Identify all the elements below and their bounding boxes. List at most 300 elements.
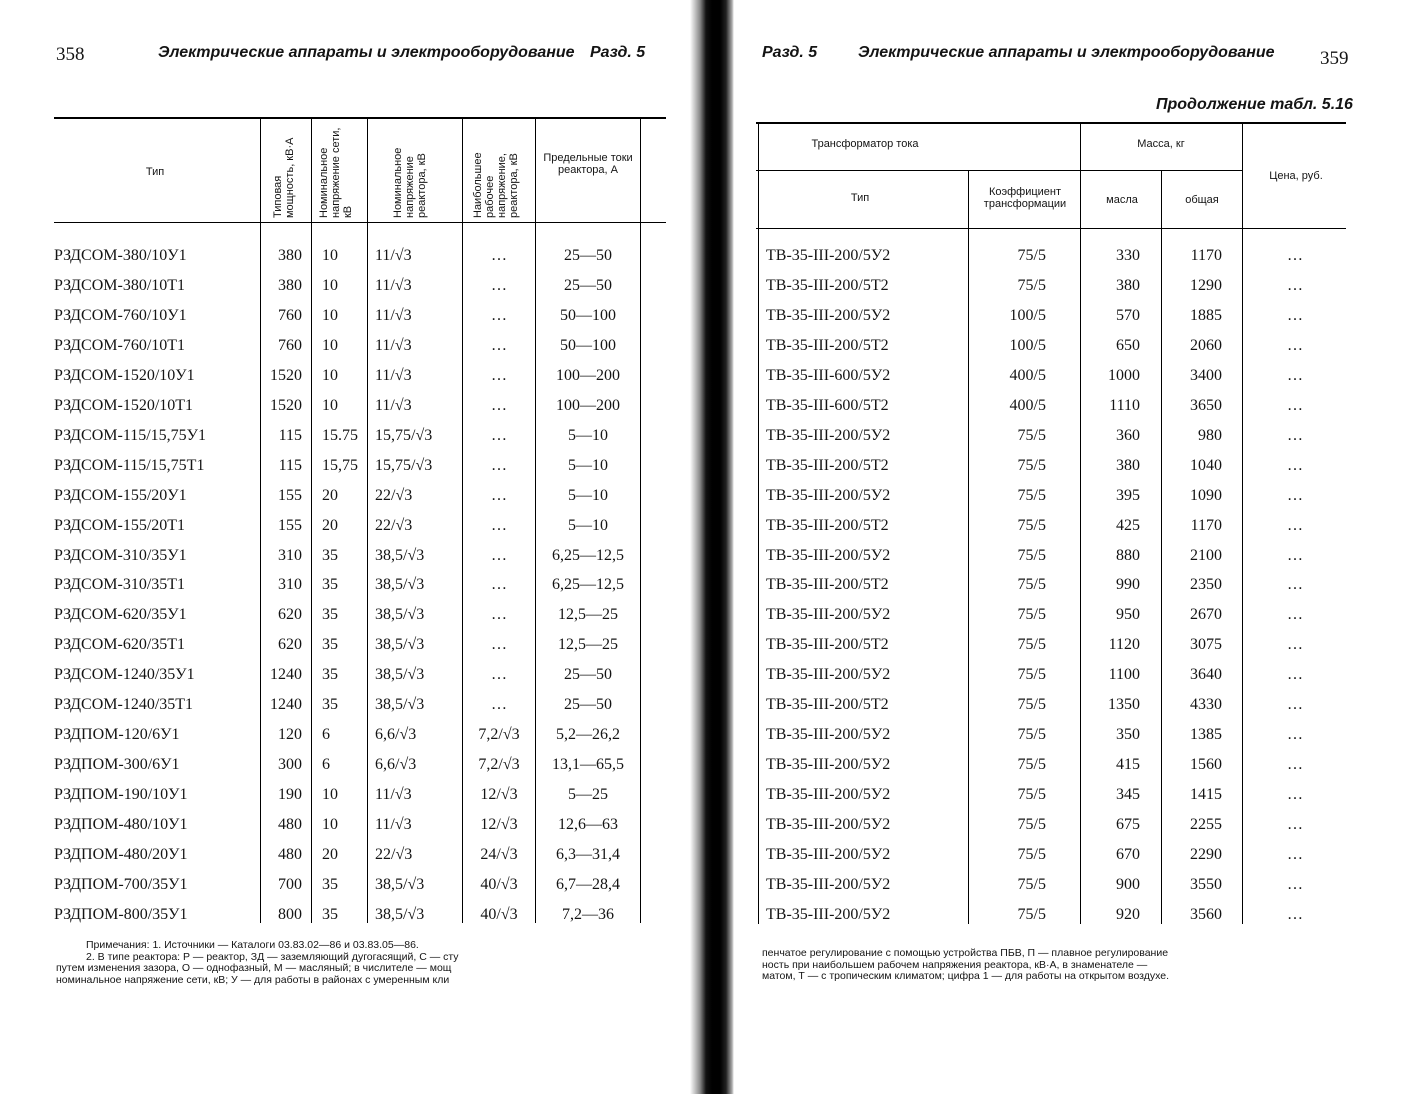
row-current: 12,5—25 (558, 606, 618, 624)
row-power: 760 (278, 336, 302, 354)
row-price: … (1287, 486, 1303, 504)
row-total-mass: 3550 (1190, 875, 1222, 893)
row-net-voltage: 20 (322, 486, 338, 504)
row-net-voltage: 35 (322, 606, 338, 624)
row-type: РЗДСОМ-310/35Т1 (54, 576, 186, 594)
row-current: 100—200 (556, 366, 620, 384)
row-oil-mass: 900 (1116, 875, 1140, 893)
row-type: ТВ-35-III-200/5У2 (766, 726, 891, 744)
table-row (0, 481, 700, 511)
row-current: 5—10 (568, 456, 608, 474)
row-total-mass: 1090 (1190, 486, 1222, 504)
table-row (0, 301, 700, 331)
row-power: 1240 (270, 666, 302, 684)
table-row (700, 720, 1402, 750)
row-total-mass: 1885 (1190, 306, 1222, 324)
row-power: 310 (278, 576, 302, 594)
table-row (700, 660, 1402, 690)
row-reactor-voltage: 38,5/√3 (375, 666, 425, 684)
row-price: … (1287, 666, 1303, 684)
row-net-voltage: 10 (322, 247, 338, 264)
row-type: РЗДСОМ-620/35У1 (54, 606, 187, 624)
row-total-mass: 1385 (1190, 726, 1222, 744)
row-oil-mass: 675 (1116, 816, 1140, 834)
row-reactor-voltage: 22/√3 (375, 486, 413, 504)
table-row (0, 660, 700, 690)
row-ratio: 400/5 (1009, 396, 1046, 414)
row-ratio: 75/5 (1017, 576, 1046, 594)
row-type: ТВ-35-III-600/5Т2 (766, 396, 889, 414)
row-type: РЗДСОМ-310/35У1 (54, 546, 187, 564)
row-type: РЗДСОМ-115/15,75Т1 (54, 456, 205, 474)
table-row (700, 331, 1402, 361)
row-max-voltage: … (491, 306, 507, 324)
row-type: РЗДСОМ-760/10Т1 (54, 336, 186, 354)
row-current: 5—10 (568, 426, 608, 444)
row-net-voltage: 35 (322, 576, 338, 594)
row-reactor-voltage: 11/√3 (375, 276, 412, 294)
row-ratio: 75/5 (1017, 456, 1046, 474)
note-line: номинальное напряжение сети, кВ; У — для работы в районах с умеренным кли (56, 973, 450, 986)
row-reactor-voltage: 11/√3 (375, 786, 412, 804)
row-ratio: 75/5 (1017, 786, 1046, 804)
row-type: ТВ-35-III-200/5Т2 (766, 456, 889, 474)
row-type: РЗДПОМ-480/20У1 (54, 846, 188, 863)
row-net-voltage: 35 (322, 636, 338, 654)
row-oil-mass: 670 (1116, 846, 1140, 863)
row-reactor-voltage: 38,5/√3 (375, 875, 425, 893)
row-total-mass: 3640 (1190, 666, 1222, 684)
table-row (0, 570, 700, 600)
table-row (0, 810, 700, 840)
row-current: 5—25 (568, 786, 608, 804)
row-net-voltage: 35 (322, 905, 338, 923)
row-ratio: 75/5 (1017, 636, 1046, 654)
row-total-mass: 4330 (1190, 696, 1222, 714)
row-price: … (1287, 846, 1303, 863)
row-type: РЗДПОМ-120/6У1 (54, 726, 180, 744)
row-ratio: 100/5 (1009, 336, 1046, 354)
header-max-voltage: Наибольшее рабочее напряжение, реактора, кВ (472, 152, 520, 218)
row-oil-mass: 1100 (1108, 666, 1140, 684)
header-power: Типовая мощность, кВ·А (272, 137, 296, 218)
row-oil-mass: 570 (1116, 306, 1140, 324)
row-ratio: 75/5 (1017, 606, 1046, 624)
table-row (700, 690, 1402, 720)
row-ratio: 75/5 (1017, 905, 1046, 923)
row-oil-mass: 425 (1116, 516, 1140, 534)
table-row (0, 241, 700, 271)
row-oil-mass: 360 (1116, 426, 1140, 444)
row-price: … (1287, 726, 1303, 744)
header-total-mass: общая (1185, 194, 1219, 206)
table-row (0, 511, 700, 541)
row-net-voltage: 10 (322, 276, 338, 294)
table-row (0, 870, 700, 900)
row-type: ТВ-35-III-600/5У2 (766, 366, 891, 384)
header-net-voltage: Номинальное напряжение сети, кВ (318, 127, 354, 218)
row-total-mass: 2350 (1190, 576, 1222, 594)
row-reactor-voltage: 11/√3 (375, 306, 412, 324)
table-row (700, 630, 1402, 660)
row-power: 115 (278, 426, 302, 444)
row-ratio: 75/5 (1017, 516, 1046, 534)
row-power: 310 (278, 546, 302, 564)
row-net-voltage: 35 (322, 666, 338, 684)
table-row (700, 600, 1402, 630)
row-type: ТВ-35-III-200/5У2 (766, 546, 891, 564)
row-total-mass: 2100 (1190, 546, 1222, 564)
row-ratio: 75/5 (1017, 546, 1046, 564)
section-label: Разд. 5 (762, 44, 818, 61)
table-row (700, 511, 1402, 541)
header-price: Цена, руб. (1269, 170, 1323, 182)
row-price: … (1287, 816, 1303, 834)
row-total-mass: 1560 (1190, 756, 1222, 774)
row-reactor-voltage: 22/√3 (375, 516, 413, 534)
row-ratio: 75/5 (1017, 696, 1046, 714)
row-type: ТВ-35-III-200/5Т2 (766, 336, 889, 354)
left-notes (56, 940, 644, 986)
table-row (700, 421, 1402, 451)
row-ratio: 75/5 (1017, 486, 1046, 504)
table-row (700, 780, 1402, 810)
row-type: ТВ-35-III-200/5Т2 (766, 516, 889, 534)
row-max-voltage: … (491, 426, 507, 444)
row-net-voltage: 6 (322, 756, 330, 774)
table-row (700, 840, 1402, 870)
row-current: 25—50 (564, 276, 612, 294)
row-power: 620 (278, 606, 302, 624)
table-row (700, 271, 1402, 301)
row-power: 800 (278, 905, 302, 923)
row-reactor-voltage: 11/√3 (375, 336, 412, 354)
row-type: ТВ-35-III-200/5У2 (766, 606, 891, 624)
row-oil-mass: 650 (1116, 336, 1140, 354)
row-ratio: 75/5 (1017, 276, 1046, 294)
table-row (0, 331, 700, 361)
row-oil-mass: 950 (1116, 606, 1140, 624)
row-current: 6,25—12,5 (552, 546, 624, 564)
row-net-voltage: 10 (322, 366, 338, 384)
row-max-voltage: 12/√3 (480, 786, 518, 804)
row-max-voltage: … (491, 516, 507, 534)
right-notes (762, 948, 1346, 983)
row-price: … (1287, 756, 1303, 774)
row-net-voltage: 20 (322, 516, 338, 534)
row-type: ТВ-35-III-200/5У2 (766, 247, 891, 264)
header-current: Предельные токи реактора, А (543, 152, 633, 176)
row-reactor-voltage: 38,5/√3 (375, 696, 425, 714)
row-max-voltage: … (491, 456, 507, 474)
row-current: 6,7—28,4 (556, 875, 620, 893)
row-ratio: 75/5 (1017, 875, 1046, 893)
table-row (0, 630, 700, 660)
row-power: 190 (278, 786, 302, 804)
row-price: … (1287, 276, 1303, 294)
row-type: ТВ-35-III-200/5У2 (766, 306, 891, 324)
row-type: ТВ-35-III-200/5У2 (766, 875, 891, 893)
row-net-voltage: 10 (322, 816, 338, 834)
row-reactor-voltage: 38,5/√3 (375, 546, 425, 564)
row-power: 1240 (270, 696, 302, 714)
row-total-mass: 1170 (1190, 516, 1222, 534)
header-oil-mass: масла (1106, 194, 1138, 206)
row-type: ТВ-35-III-200/5Т2 (766, 576, 889, 594)
row-type: ТВ-35-III-200/5У2 (766, 666, 891, 684)
table-row (0, 780, 700, 810)
row-power: 115 (278, 456, 302, 474)
row-net-voltage: 35 (322, 875, 338, 893)
row-net-voltage: 35 (322, 696, 338, 714)
row-type: РЗДСОМ-760/10У1 (54, 306, 187, 324)
header-mass: Масса, кг (1137, 138, 1185, 150)
row-price: … (1287, 366, 1303, 384)
row-oil-mass: 1110 (1109, 396, 1140, 414)
table-row (700, 241, 1402, 271)
note-line: пенчатое регулирование с помощью устройства ПБВ, П — плавное регулирование (762, 947, 1169, 959)
row-current: 13,1—65,5 (552, 756, 624, 774)
row-power: 155 (278, 486, 302, 504)
row-type: ТВ-35-III-200/5У2 (766, 816, 891, 834)
row-max-voltage: 7,2/√3 (478, 756, 520, 774)
header-reactor-voltage: Номинальное напряжение реактора, кВ (392, 147, 428, 218)
table-row (700, 361, 1402, 391)
row-reactor-voltage: 38,5/√3 (375, 636, 425, 654)
header-transformer: Трансформатор тока (811, 138, 919, 150)
header-bottom-rule (54, 222, 666, 223)
row-type: РЗДПОМ-800/35У1 (54, 905, 188, 923)
row-current: 5,2—26,2 (556, 726, 620, 744)
row-price: … (1287, 576, 1303, 594)
row-reactor-voltage: 38,5/√3 (375, 576, 425, 594)
row-total-mass: 3650 (1190, 396, 1222, 414)
note-line: ность при наибольшем рабочем напряжения реактора, кВ·А, в знаменателе — (762, 958, 1148, 971)
table-row (700, 541, 1402, 571)
left-page (0, 0, 700, 1094)
row-price: … (1287, 636, 1303, 654)
row-type: ТВ-35-III-200/5Т2 (766, 696, 889, 714)
row-ratio: 75/5 (1017, 756, 1046, 774)
header-bottom-rule (756, 228, 1346, 229)
table-row (0, 600, 700, 630)
row-power: 480 (278, 846, 302, 863)
row-ratio: 400/5 (1009, 366, 1046, 384)
row-power: 760 (278, 306, 302, 324)
row-current: 25—50 (564, 247, 612, 264)
table-row (0, 421, 700, 451)
row-total-mass: 3400 (1190, 366, 1222, 384)
row-oil-mass: 1120 (1108, 636, 1140, 654)
row-reactor-voltage: 38,5/√3 (375, 606, 425, 624)
table-top-rule (54, 117, 666, 119)
table-row (0, 900, 700, 930)
row-power: 1520 (270, 366, 302, 384)
table-row (700, 570, 1402, 600)
row-price: … (1287, 606, 1303, 624)
row-price: … (1287, 306, 1303, 324)
row-type: ТВ-35-III-200/5У2 (766, 486, 891, 504)
row-price: … (1287, 875, 1303, 893)
row-type: ТВ-35-III-200/5У2 (766, 756, 891, 774)
row-price: … (1287, 426, 1303, 444)
row-current: 7,2—36 (562, 905, 614, 923)
row-current: 100—200 (556, 396, 620, 414)
table-top-rule (756, 122, 1346, 124)
row-total-mass: 2255 (1190, 816, 1222, 834)
note-line: путем изменения зазора, О — однофазный, М — масляный; в числителе — мощ (56, 962, 452, 974)
table-row (700, 900, 1402, 930)
row-ratio: 75/5 (1017, 816, 1046, 834)
row-total-mass: 1040 (1190, 456, 1222, 474)
running-title: Электрические аппараты и электрооборудование (858, 44, 1275, 61)
row-power: 155 (278, 516, 302, 534)
table-row (700, 301, 1402, 331)
row-reactor-voltage: 11/√3 (375, 816, 412, 834)
table-row (0, 271, 700, 301)
note-line: Примечания: 1. Источники — Каталоги 03.83.02—86 и 03.83.05—86. (86, 939, 419, 951)
header-ratio: Коэффициент трансформации (983, 186, 1067, 210)
row-current: 50—100 (560, 306, 616, 324)
row-power: 1520 (270, 396, 302, 414)
row-net-voltage: 35 (322, 546, 338, 564)
row-max-voltage: … (491, 666, 507, 684)
row-type: РЗДСОМ-1520/10У1 (54, 366, 195, 384)
row-max-voltage: … (491, 486, 507, 504)
row-power: 380 (278, 247, 302, 264)
row-current: 12,5—25 (558, 636, 618, 654)
row-power: 620 (278, 636, 302, 654)
row-ratio: 75/5 (1017, 846, 1046, 863)
row-max-voltage: … (491, 336, 507, 354)
row-type: РЗДСОМ-380/10У1 (54, 247, 187, 264)
row-price: … (1287, 247, 1303, 264)
row-max-voltage: 40/√3 (480, 905, 518, 923)
row-max-voltage: 24/√3 (480, 846, 518, 863)
row-max-voltage: 12/√3 (480, 816, 518, 834)
row-reactor-voltage: 11/√3 (375, 247, 412, 264)
row-total-mass: 1290 (1190, 276, 1222, 294)
row-price: … (1287, 786, 1303, 804)
row-current: 6,25—12,5 (552, 576, 624, 594)
row-current: 5—10 (568, 516, 608, 534)
row-max-voltage: … (491, 396, 507, 414)
row-ratio: 75/5 (1017, 666, 1046, 684)
row-oil-mass: 350 (1116, 726, 1140, 744)
row-net-voltage: 15,75 (322, 456, 358, 474)
row-net-voltage: 10 (322, 786, 338, 804)
row-type: ТВ-35-III-200/5У2 (766, 426, 891, 444)
row-type: ТВ-35-III-200/5Т2 (766, 276, 889, 294)
row-total-mass: 3075 (1190, 636, 1222, 654)
header-mid-rule (756, 170, 1080, 171)
row-total-mass: 1415 (1190, 786, 1222, 804)
row-net-voltage: 15.75 (322, 426, 358, 444)
row-type: РЗДПОМ-480/10У1 (54, 816, 188, 834)
note-line: 2. В типе реактора: Р — реактор, ЗД — заземляющий дугогасящий, С — сту (86, 950, 459, 963)
row-type: РЗДСОМ-1240/35У1 (54, 666, 195, 684)
row-current: 25—50 (564, 666, 612, 684)
row-oil-mass: 880 (1116, 546, 1140, 564)
row-max-voltage: 40/√3 (480, 875, 518, 893)
table-row (0, 750, 700, 780)
page-number: 359 (1320, 48, 1349, 69)
row-current: 6,3—31,4 (556, 846, 620, 863)
row-oil-mass: 380 (1116, 276, 1140, 294)
section-label: Разд. 5 (590, 44, 646, 61)
row-reactor-voltage: 6,6/√3 (375, 756, 417, 774)
row-power: 120 (278, 726, 302, 744)
row-ratio: 100/5 (1009, 306, 1046, 324)
row-ratio: 75/5 (1017, 426, 1046, 444)
row-ratio: 75/5 (1017, 726, 1046, 744)
table-row (0, 840, 700, 870)
row-net-voltage: 10 (322, 306, 338, 324)
table-row (0, 361, 700, 391)
row-type: РЗДПОМ-700/35У1 (54, 875, 188, 893)
table-row (700, 481, 1402, 511)
row-type: РЗДСОМ-155/20У1 (54, 486, 187, 504)
row-max-voltage: … (491, 606, 507, 624)
row-max-voltage: … (491, 636, 507, 654)
row-max-voltage: … (491, 696, 507, 714)
row-type: РЗДСОМ-1520/10Т1 (54, 396, 194, 414)
row-max-voltage: … (491, 247, 507, 264)
row-reactor-voltage: 11/√3 (375, 396, 412, 414)
row-oil-mass: 1350 (1108, 696, 1140, 714)
row-max-voltage: … (491, 276, 507, 294)
row-current: 12,6—63 (558, 816, 618, 834)
row-oil-mass: 380 (1116, 456, 1140, 474)
row-type: РЗДПОМ-190/10У1 (54, 786, 188, 804)
row-type: ТВ-35-III-200/5У2 (766, 846, 891, 863)
row-total-mass: 2290 (1190, 846, 1222, 863)
row-oil-mass: 990 (1116, 576, 1140, 594)
row-type: РЗДСОМ-620/35Т1 (54, 636, 186, 654)
row-max-voltage: … (491, 366, 507, 384)
row-type: ТВ-35-III-200/5У2 (766, 786, 891, 804)
row-oil-mass: 415 (1116, 756, 1140, 774)
row-total-mass: 1170 (1190, 247, 1222, 264)
row-oil-mass: 395 (1116, 486, 1140, 504)
row-price: … (1287, 336, 1303, 354)
row-reactor-voltage: 11/√3 (375, 366, 412, 384)
row-type: РЗДСОМ-1240/35Т1 (54, 696, 194, 714)
row-net-voltage: 10 (322, 336, 338, 354)
table-row (700, 870, 1402, 900)
right-page (700, 0, 1402, 1094)
row-price: … (1287, 456, 1303, 474)
row-total-mass: 980 (1198, 426, 1222, 444)
row-oil-mass: 345 (1116, 786, 1140, 804)
note-line: матом, Т — с тропическим климатом; цифра 1 — для работы на открытом воздухе. (762, 970, 1170, 982)
row-oil-mass: 920 (1116, 905, 1140, 923)
row-power: 300 (278, 756, 302, 774)
row-oil-mass: 1000 (1108, 366, 1140, 384)
table-row (0, 541, 700, 571)
table-row (700, 451, 1402, 481)
table-row (0, 690, 700, 720)
row-type: РЗДПОМ-300/6У1 (54, 756, 180, 774)
row-net-voltage: 20 (322, 846, 338, 863)
row-net-voltage: 10 (322, 396, 338, 414)
row-type: ТВ-35-III-200/5Т2 (766, 636, 889, 654)
row-price: … (1287, 396, 1303, 414)
row-price: … (1287, 546, 1303, 564)
table-row (700, 750, 1402, 780)
row-power: 700 (278, 875, 302, 893)
row-current: 5—10 (568, 486, 608, 504)
